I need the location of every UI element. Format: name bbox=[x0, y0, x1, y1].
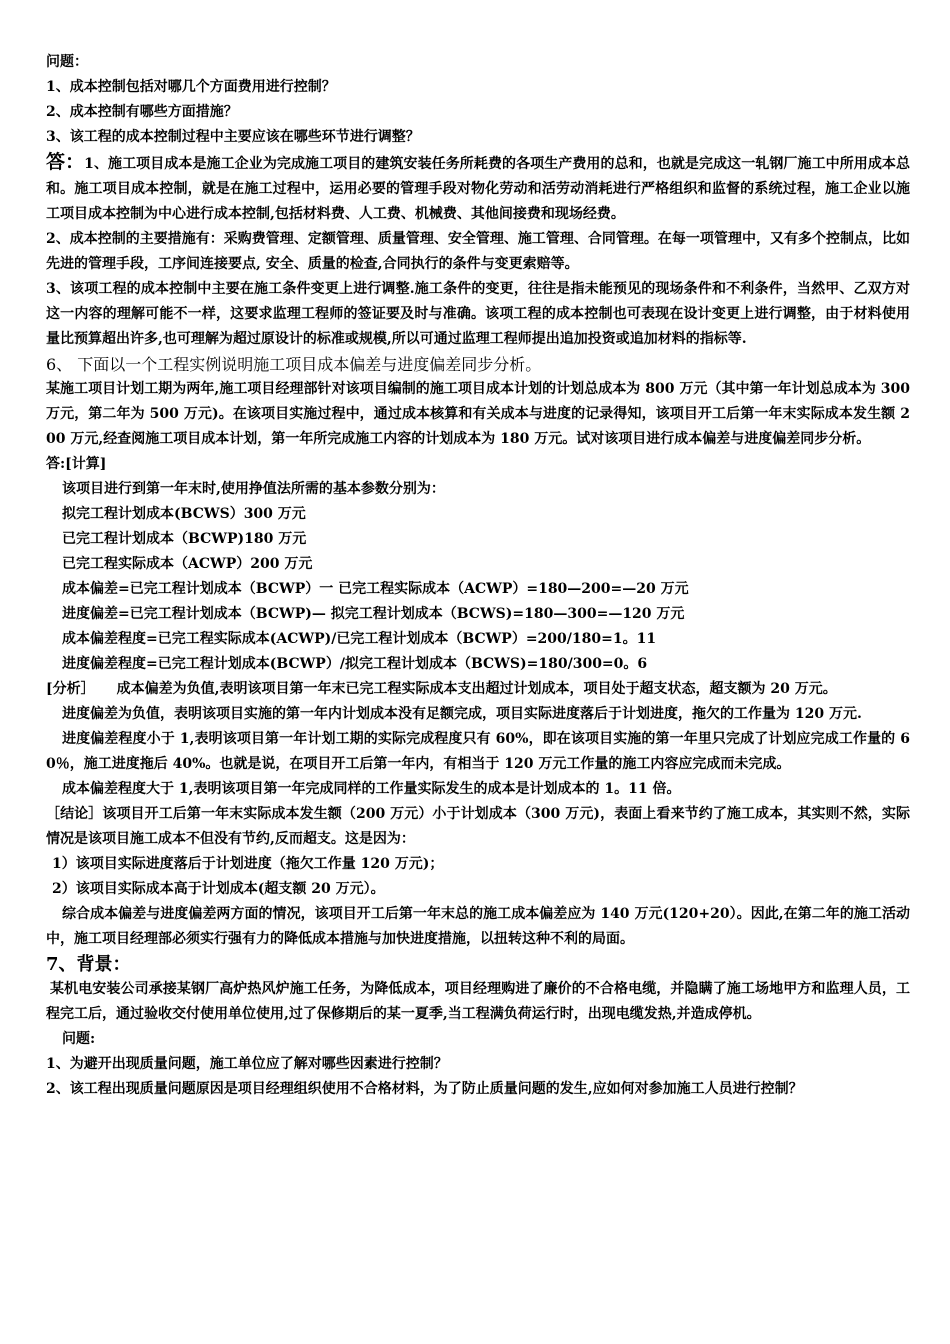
conclusion-label: ［结论］ bbox=[46, 806, 103, 822]
analysis-label: [分析］ bbox=[46, 681, 95, 697]
section-7-questions-label: 问题: bbox=[62, 1031, 96, 1047]
section-7-heading: 7、背景： bbox=[46, 954, 131, 975]
calc-intro: 该项目进行到第一年末时,使用挣值法所需的基本参数分别为： bbox=[62, 481, 445, 497]
section-7-question-1: 1、为避开出现质量问题，施工单位应了解对哪些因素进行控制？ bbox=[46, 1056, 448, 1072]
analysis-3-paragraph: 进度偏差程度小于 1,表明该项目第一年计划工期的实际完成程度只有 60%，即在该项目实施的第一年里只完成了计划应完成工作量的 60％，施工进度拖后 40%。也就是说，在项目开工后第一年内，有相当于 120 万元工作量的施工内容应完成而未完成。 bbox=[46, 731, 910, 772]
calc-line: 进度偏差=已完工程计划成本（BCWP)— 拟完工程计划成本（BCWS)=180—300=—120 万元 bbox=[62, 606, 685, 622]
conclusion-paragraph bbox=[46, 802, 910, 852]
answer-3-paragraph: 3、该项工程的成本控制中主要在施工条件变更上进行调整.施工条件的变更，往往是指未能预见的现场条件和不利条件，当然甲、乙双方对这一内容的理解可能不一样，这要求监理工程师的签证要及时与准确。该项工程的成本控制也可表现在设计变更上进行调整，由于材料使用量比预算超出许多,也可理解为超过原设计的标准或规模,所以可通过监理工程师提出追加投资或追加材料的指标等. bbox=[46, 281, 910, 347]
answer-label: 答： bbox=[46, 151, 85, 173]
calc-line: 已完工程实际成本（ACWP）200 万元 bbox=[62, 556, 313, 572]
document-page bbox=[46, 50, 910, 1102]
analysis-4-paragraph: 成本偏差程度大于 1,表明该项目第一年完成同样的工作量实际发生的成本是计划成本的 1。11 倍。 bbox=[62, 781, 681, 797]
conclusion-item: 2）该项目实际成本高于计划成本(超支额 20 万元）。 bbox=[52, 881, 385, 897]
conclusion-2-paragraph: 综合成本偏差与进度偏差两方面的情况，该项目开工后第一年末总的施工成本偏差应为 140 万元(120+20）。因此,在第二年的施工活动中，施工项目经理部必须实行强有力的降低成本措施与加快进度措施，以扭转这种不利的局面。 bbox=[46, 906, 910, 947]
section-7-background: 某机电安装公司承接某钢厂高炉热风炉施工任务，为降低成本，项目经理购进了廉价的不合格电缆，并隐瞒了施工场地甲方和监理人员，工程完工后，通过验收交付使用单位使用,过了保修期后的某一夏季,当工程满负荷运行时，出现电缆发热,并造成停机。 bbox=[46, 981, 910, 1022]
question-1: 1、成本控制包括对哪几个方面费用进行控制？ bbox=[46, 79, 336, 95]
calc-line: 已完工程计划成本（BCWP)180 万元 bbox=[62, 531, 307, 547]
conclusion-item: 1）该项目实际进度落后于计划进度（拖欠工作量 120 万元)； bbox=[52, 856, 444, 872]
calc-line: 成本偏差程度=已完工程实际成本(ACWP)/已完工程计划成本（BCWP）=200/180=1。11 bbox=[62, 631, 657, 647]
calc-answer-label: 答:[计算] bbox=[46, 456, 107, 472]
section-7-question-2: 2、该工程出现质量问题原因是项目经理组织使用不合格材料，为了防止质量问题的发生,应如何对参加施工人员进行控制？ bbox=[46, 1081, 803, 1097]
analysis-2-paragraph: 进度偏差为负值，表明该项目实施的第一年内计划成本没有足额完成，项目实际进度落后于计划进度，拖欠的工作量为 120 万元. bbox=[62, 706, 862, 722]
conclusion-1-text: 该项目开工后第一年末实际成本发生额（200 万元）小于计划成本（300 万元)，表面上看来节约了施工成本，其实则不然，实际情况是该项目施工成本不但没有节约,反而超支。这是因为： bbox=[46, 806, 910, 847]
answer-2-paragraph: 2、成本控制的主要措施有：采购费管理、定额管理、质量管理、安全管理、施工管理、合同管理。在每一项管理中，又有多个控制点，比如先进的管理手段，工序间连接要点, 安全、质量的检查,合同执行的条件与变更索赔等。 bbox=[46, 231, 910, 272]
question-3: 3、该工程的成本控制过程中主要应该在哪些环节进行调整？ bbox=[46, 129, 420, 145]
answer-1-text: 1、施工项目成本是施工企业为完成施工项目的建筑安装任务所耗费的各项生产费用的总和，也就是完成这一轧钢厂施工中所用成本总和。施工项目成本控制，就是在施工过程中，运用必要的管理手段对物化劳动和活劳动消耗进行严格组织和监督的系统过程，施工企业以施工项目成本控制为中心进行成本控制,包括材料费、人工费、机械费、其他间接费和现场经费。 bbox=[46, 156, 910, 222]
calc-line: 进度偏差程度=已完工程计划成本(BCWP）/拟完工程计划成本（BCWS)=180/300=0。6 bbox=[62, 656, 648, 672]
calc-line: 成本偏差=已完工程计划成本（BCWP）一 已完工程实际成本（ACWP）=180—200=—20 万元 bbox=[62, 581, 689, 597]
question-2: 2、成本控制有哪些方面措施？ bbox=[46, 104, 238, 120]
calc-line: 拟完工程计划成本(BCWS）300 万元 bbox=[62, 506, 306, 522]
section-6-heading: 6、 下面以一个工程实例说明施工项目成本偏差与进度偏差同步分析。 bbox=[46, 355, 542, 374]
answer-1-paragraph bbox=[46, 150, 910, 227]
analysis-1-text: 成本偏差为负值,表明该项目第一年末已完工程实际成本支出超过计划成本，项目处于超支状态，超支额为 20 万元。 bbox=[116, 681, 837, 697]
analysis-1-paragraph bbox=[46, 677, 910, 702]
questions-label: 问题： bbox=[46, 54, 88, 70]
section-6-problem: 某施工项目计划工期为两年,施工项目经理部针对该项目编制的施工项目成本计划的计划总成本为 800 万元（其中第一年计划总成本为 300 万元，第二年为 500 万元)。在该项目实施过程中，通过成本核算和有关成本与进度的记录得知，该项目开工后第一年末实际成本发生额 200 万元,经查阅施工项目成本计划，第一年所完成施工内容的计划成本为 180 万元。试对该项目进行成本偏差与进度偏差同步分析。 bbox=[46, 381, 910, 447]
